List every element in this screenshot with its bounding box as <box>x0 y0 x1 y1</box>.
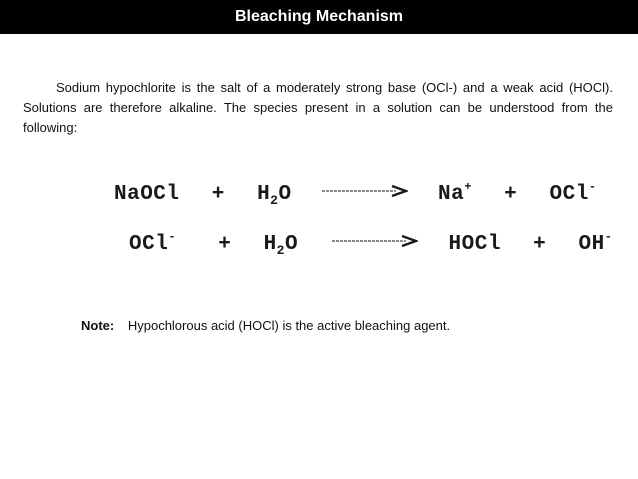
eq2-product-hypochlorous-acid: HOCl <box>448 233 501 256</box>
note-label: Note: <box>81 318 115 333</box>
reaction-arrow-icon <box>322 184 408 198</box>
eq1-plus-2: + <box>504 183 518 206</box>
eq2-reactant-water: $H_2O$ <box>263 233 299 258</box>
equation-2 <box>129 230 613 258</box>
eq2-product-hydroxide-ion: OH- <box>578 230 613 256</box>
eq1-product-sodium-ion: Na+ <box>438 180 472 206</box>
eq1-product-hypochlorite-ion: OCl- <box>549 180 597 206</box>
note <box>81 318 450 333</box>
equation-1 <box>114 180 597 208</box>
title-bar <box>0 0 638 34</box>
eq1-reactant-water: $H_2O$ <box>257 183 292 208</box>
intro-paragraph: Sodium hypochlorite is the salt of a moderately strong base (OCl-) and a weak acid (HOCl). Solutions are therefore alkaline. The species present in a solution can be understood from the following: <box>23 80 613 135</box>
slide-title: Bleaching Mechanism <box>234 8 404 25</box>
eq2-plus-2: + <box>533 233 547 256</box>
eq1-reactant-naocl: NaOCl <box>114 183 180 206</box>
note-text: Hypochlorous acid (HOCl) is the active bleaching agent. <box>127 318 451 333</box>
reaction-arrow-icon <box>332 234 418 248</box>
eq1-plus-1: + <box>211 183 225 206</box>
eq2-plus-1: + <box>218 233 232 256</box>
eq2-reactant-hypochlorite-ion: OCl- <box>129 230 177 256</box>
